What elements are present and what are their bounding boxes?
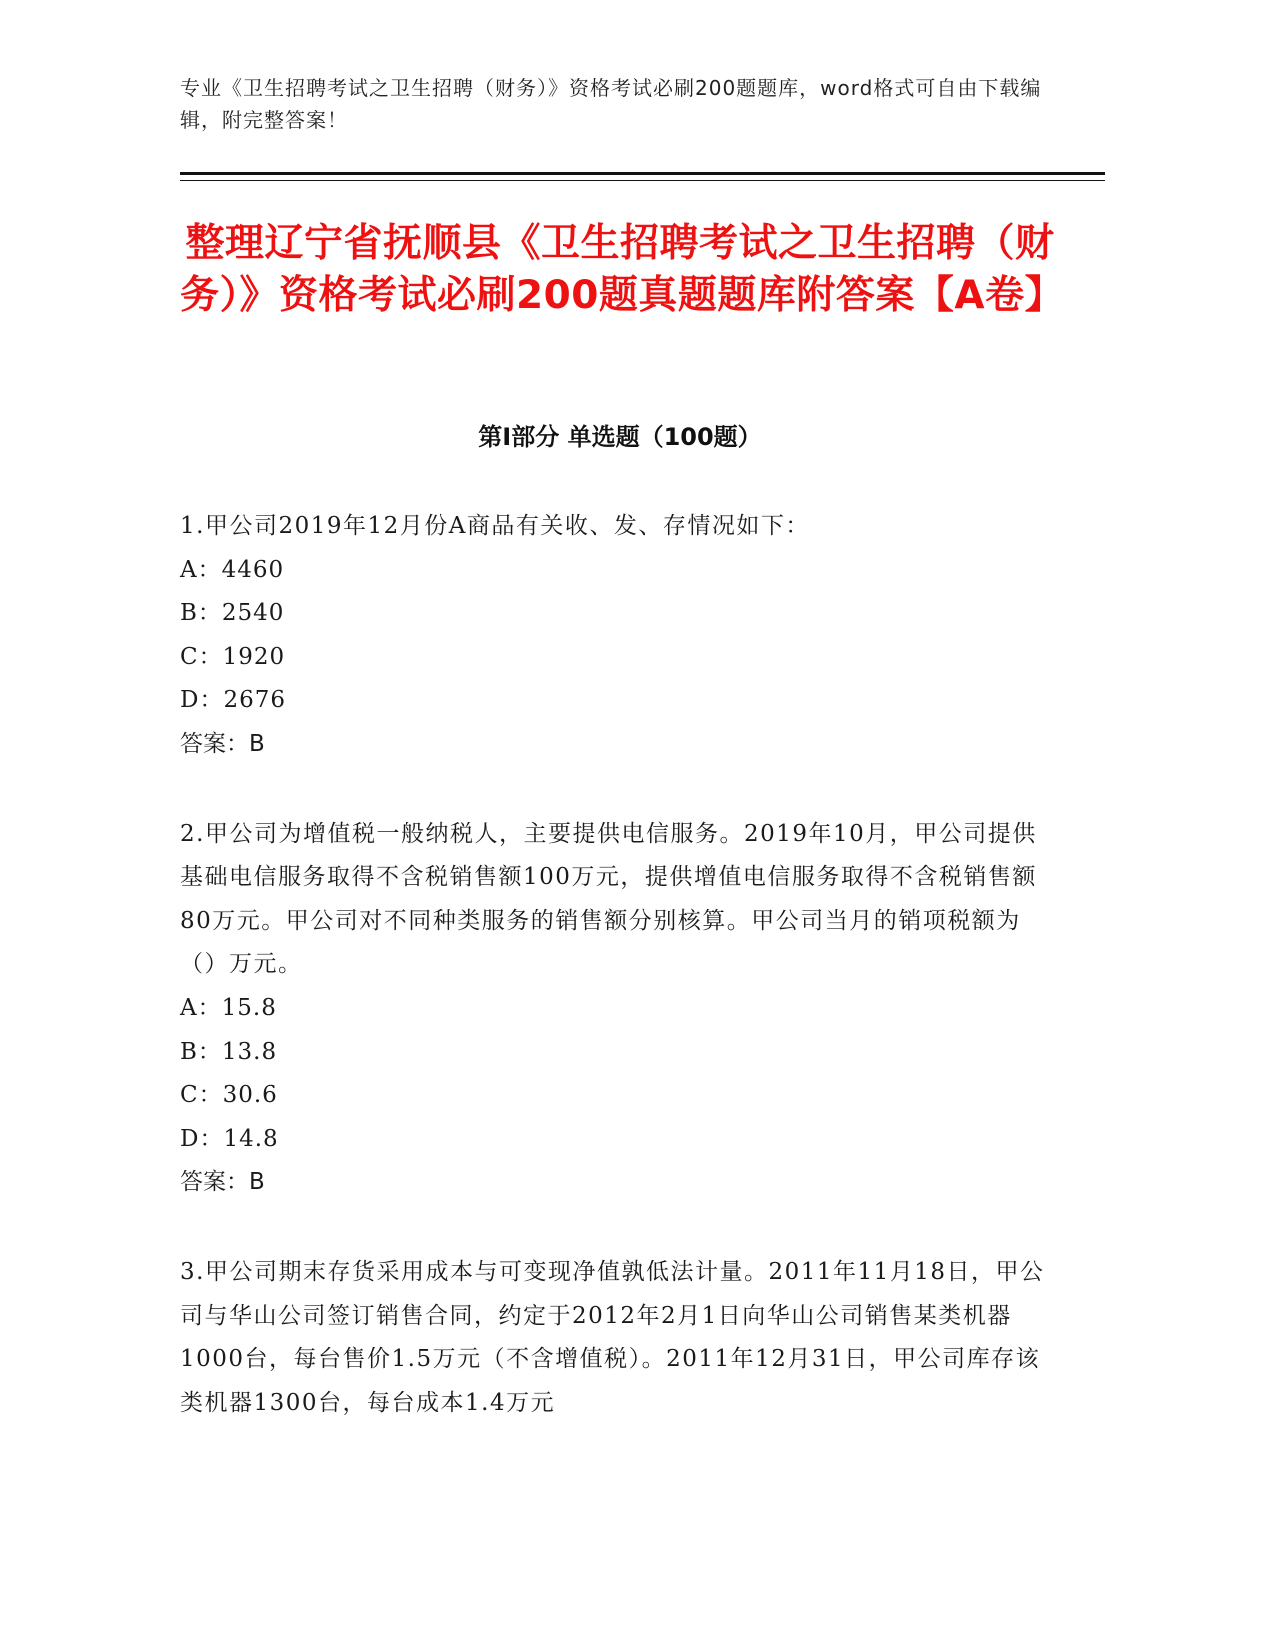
option-a: A：4460 (180, 556, 285, 583)
question-stem: 1.甲公司2019年12月份A商品有关收、发、存情况如下： (180, 513, 810, 539)
option-d: D：14.8 (180, 1125, 279, 1152)
option-a: A：15.8 (180, 994, 277, 1021)
section-heading: 第I部分 单选题（100题） (478, 423, 762, 451)
question-2 (180, 813, 1050, 1205)
question-stem: 3.甲公司期末存货采用成本与可变现净值孰低法计量。2011年11月18日，甲公司与华山公司签订销售合同，约定于2012年2月1日向华山公司销售某类机器1000台，每台售价1.5万元（不含增值税）。2011年12月31日，甲公司库存该类机器1300台，每台成本1.4万元 (180, 1258, 1045, 1416)
header-divider-thick (180, 172, 1105, 175)
question-3 (180, 1251, 1050, 1425)
question-list (180, 505, 1050, 1471)
option-c: C：30.6 (180, 1082, 278, 1109)
option-c: C：1920 (180, 643, 286, 670)
option-d: D：2676 (180, 687, 286, 714)
answer-line: 答案：B (180, 730, 265, 757)
document-title: 整理辽宁省抚顺县《卫生招聘考试之卫生招聘（财务）》资格考试必刷200题真题题库附答案【A卷】 (180, 221, 1065, 318)
option-b: B：13.8 (180, 1038, 278, 1065)
option-b: B：2540 (180, 600, 285, 627)
question-1 (180, 505, 1050, 767)
answer-line: 答案：B (180, 1169, 265, 1196)
header-divider-thin (180, 180, 1105, 181)
header-note: 专业《卫生招聘考试之卫生招聘（财务）》资格考试必刷200题题库，word格式可自由下载编辑，附完整答案！ (180, 76, 1042, 132)
question-stem: 2.甲公司为增值税一般纳税人，主要提供电信服务。2019年10月，甲公司提供基础电信服务取得不含税销售额100万元，提供增值电信服务取得不含税销售额80万元。甲公司对不同种类服务的销售额分别核算。甲公司当月的销项税额为（）万元。 (180, 820, 1037, 978)
